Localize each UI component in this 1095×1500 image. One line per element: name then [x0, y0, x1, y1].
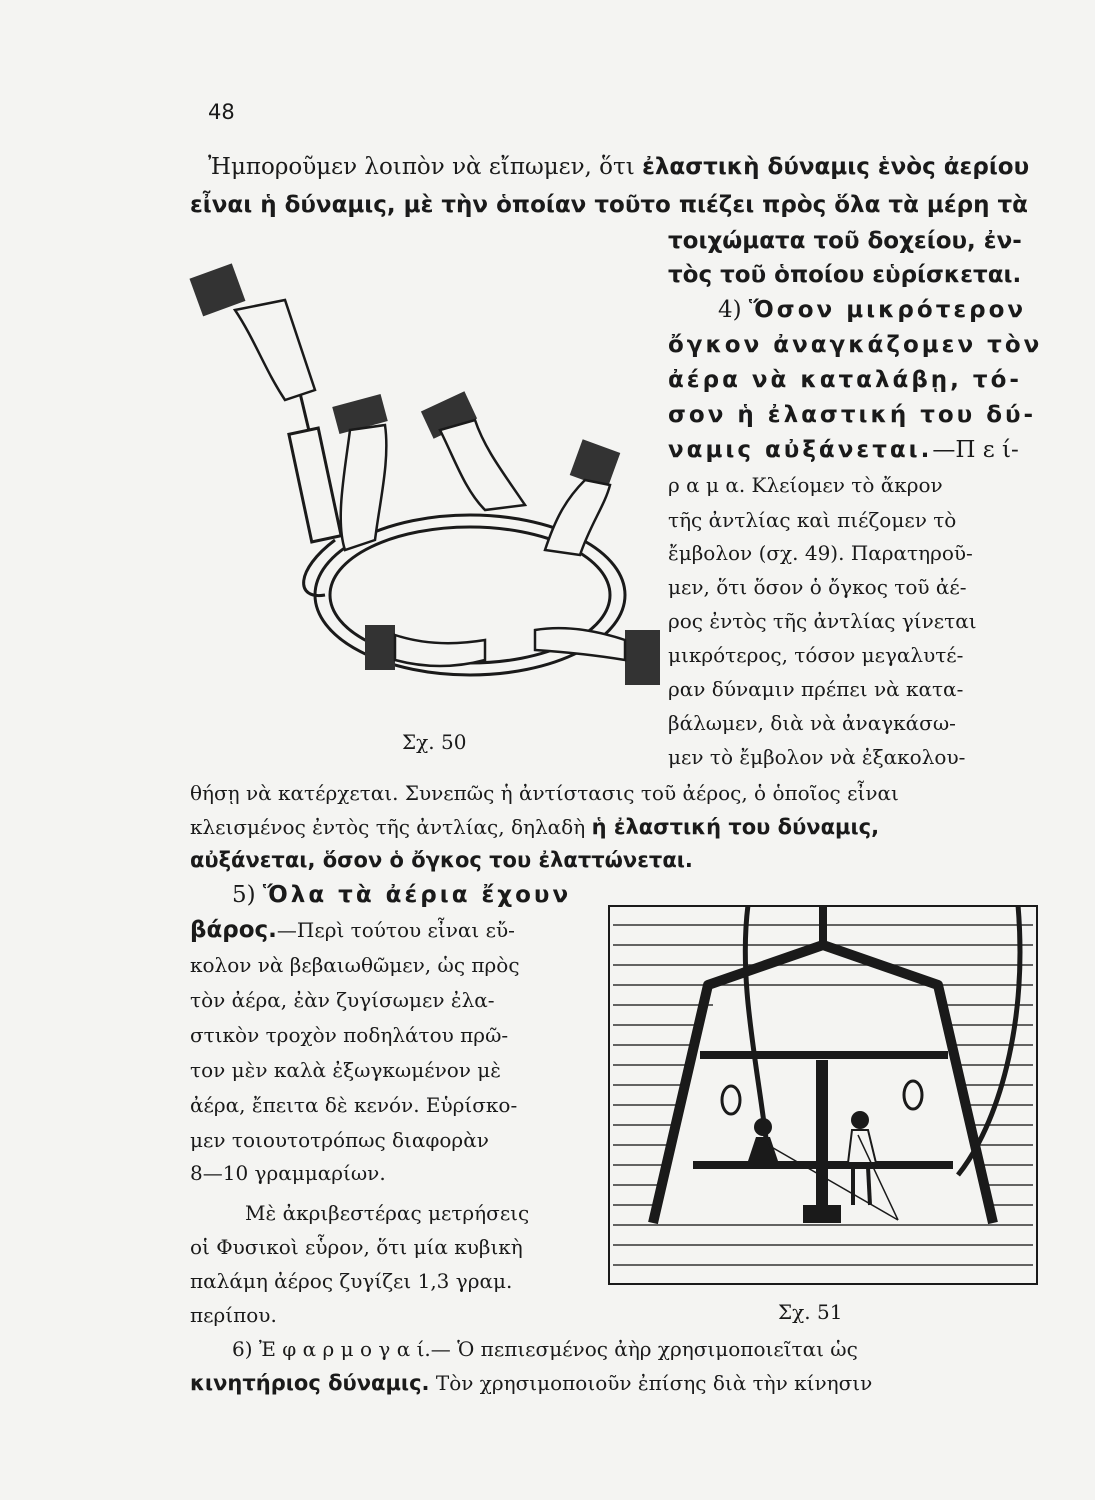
text-line: μεν τὸ ἔμβολον νὰ ἐξακολου- — [668, 745, 966, 769]
text-line: τὸς τοῦ ὁποίου εὑρίσκεται. — [668, 262, 1022, 288]
text-line: τῆς ἀντλίας καὶ πιέζομεν τὸ — [668, 508, 957, 532]
text-line: αὐξάνεται, ὅσον ὁ ὄγκος του ἐλαττώνεται. — [190, 848, 693, 872]
text-line: Μὲ ἀκριβεστέρας μετρήσεις — [245, 1201, 530, 1225]
text-span: Τὸν χρησιμοποιοῦν ἐπίσης διὰ τὴν κίνησιν — [429, 1371, 873, 1395]
text-line — [718, 295, 1026, 325]
bold-span: ἐλαστικὴ δύναμις ἑνὸς ἀερίου — [642, 154, 1030, 180]
figure-51-illustration — [608, 905, 1038, 1285]
text-line: τον μὲν καλὰ ἐξωγκωμένον μὲ — [190, 1058, 502, 1082]
text-line: ὄγκον ἀναγκάζομεν τὸν — [668, 332, 1043, 358]
figure-50-illustration — [185, 250, 665, 720]
text-line — [232, 1334, 858, 1364]
text-line: ραν δύναμιν πρέπει νὰ κατα- — [668, 677, 964, 701]
bold-span: Ὅσον μικρότερον — [748, 297, 1027, 323]
text-line — [232, 880, 571, 910]
page-number: 48 — [208, 100, 235, 124]
text-line — [208, 152, 1029, 182]
text-span: 5) — [232, 882, 263, 908]
text-line: κολον νὰ βεβαιωθῶμεν, ὡς πρὸς — [190, 953, 520, 977]
text-line: μικρότερος, τόσον μεγαλυτέ- — [668, 643, 964, 667]
text-line: ἔμβολον (σχ. 49). Παρατηροῦ- — [668, 541, 973, 565]
spaced-span: Ἐ φ α ρ μ ο γ α ί. — [258, 1337, 431, 1361]
text-line: τὸν ἀέρα, ἐὰν ζυγίσωμεν ἐλα- — [190, 988, 495, 1012]
text-line — [190, 915, 515, 945]
text-line: ἀέρα, ἔπειτα δὲ κενόν. Εὑρίσκο- — [190, 1093, 518, 1117]
text-line: μεν τοιουτοτρόπως διαφορὰν — [190, 1128, 489, 1152]
text-span: Ἠμποροῦμεν λοιπὸν νὰ εἴπωμεν, ὅτι — [208, 154, 643, 180]
text-span: 6) — [232, 1337, 259, 1361]
text-line — [190, 812, 879, 842]
bold-span: ἡ ἐλαστική του δύναμις, — [591, 815, 880, 839]
bold-span: βάρος. — [190, 917, 277, 943]
text-line: μεν, ὅτι ὅσον ὁ ὄγκος τοῦ ἀέ- — [668, 575, 967, 599]
text-line: στικὸν τροχὸν ποδηλάτου πρῶ- — [190, 1023, 509, 1047]
text-line: σον ἡ ἐλαστική του δύ- — [668, 402, 1037, 428]
text-span: 4) — [718, 297, 749, 323]
text-span: —Περὶ τούτου εἶναι εὔ- — [276, 918, 515, 942]
text-line: εἶναι ἡ δύναμις, μὲ τὴν ὁποίαν τοῦτο πιέζει πρὸς ὅλα τὰ μέρη τὰ — [190, 192, 1028, 218]
text-span: κλεισμένος ἐντὸς τῆς ἀντλίας, δηλαδὴ — [190, 815, 592, 839]
text-span: — Ὁ πεπιεσμένος ἀὴρ χρησιμοποιεῖται ὡς — [430, 1337, 858, 1361]
bold-span: Ὅλα τὰ ἀέρια ἔχουν — [262, 882, 572, 908]
figure-50-caption: Σχ. 50 — [402, 730, 467, 754]
text-line: περίπου. — [190, 1303, 277, 1327]
figure-51-caption: Σχ. 51 — [778, 1300, 843, 1324]
text-line — [190, 1368, 872, 1398]
text-line: ρ α μ α. Κλείομεν τὸ ἄκρον — [668, 473, 943, 497]
text-line: θήσῃ νὰ κατέρχεται. Συνεπῶς ἡ ἀντίστασις τοῦ ἀέρος, ὁ ὁποῖος εἶναι — [190, 781, 899, 805]
text-line — [668, 435, 1019, 465]
bold-span: κινητήριος δύναμις. — [190, 1371, 430, 1395]
text-line: ἀέρα νὰ καταλάβῃ, τό- — [668, 367, 1022, 393]
text-line: παλάμη ἀέρος ζυγίζει 1,3 γραμ. — [190, 1269, 513, 1293]
text-line: οἱ Φυσικοὶ εὗρον, ὅτι μία κυβικὴ — [190, 1235, 523, 1259]
text-line: τοιχώματα τοῦ δοχείου, ἐν- — [668, 228, 1022, 254]
text-span: —Π ε ί- — [932, 437, 1019, 463]
text-line: 8—10 γραμμαρίων. — [190, 1161, 386, 1185]
bold-span: ναμις αὐξάνεται. — [668, 437, 933, 463]
text-line: ρος ἐντὸς τῆς ἀντλίας γίνεται — [668, 609, 977, 633]
text-line: βάλωμεν, διὰ νὰ ἀναγκάσω- — [668, 711, 956, 735]
